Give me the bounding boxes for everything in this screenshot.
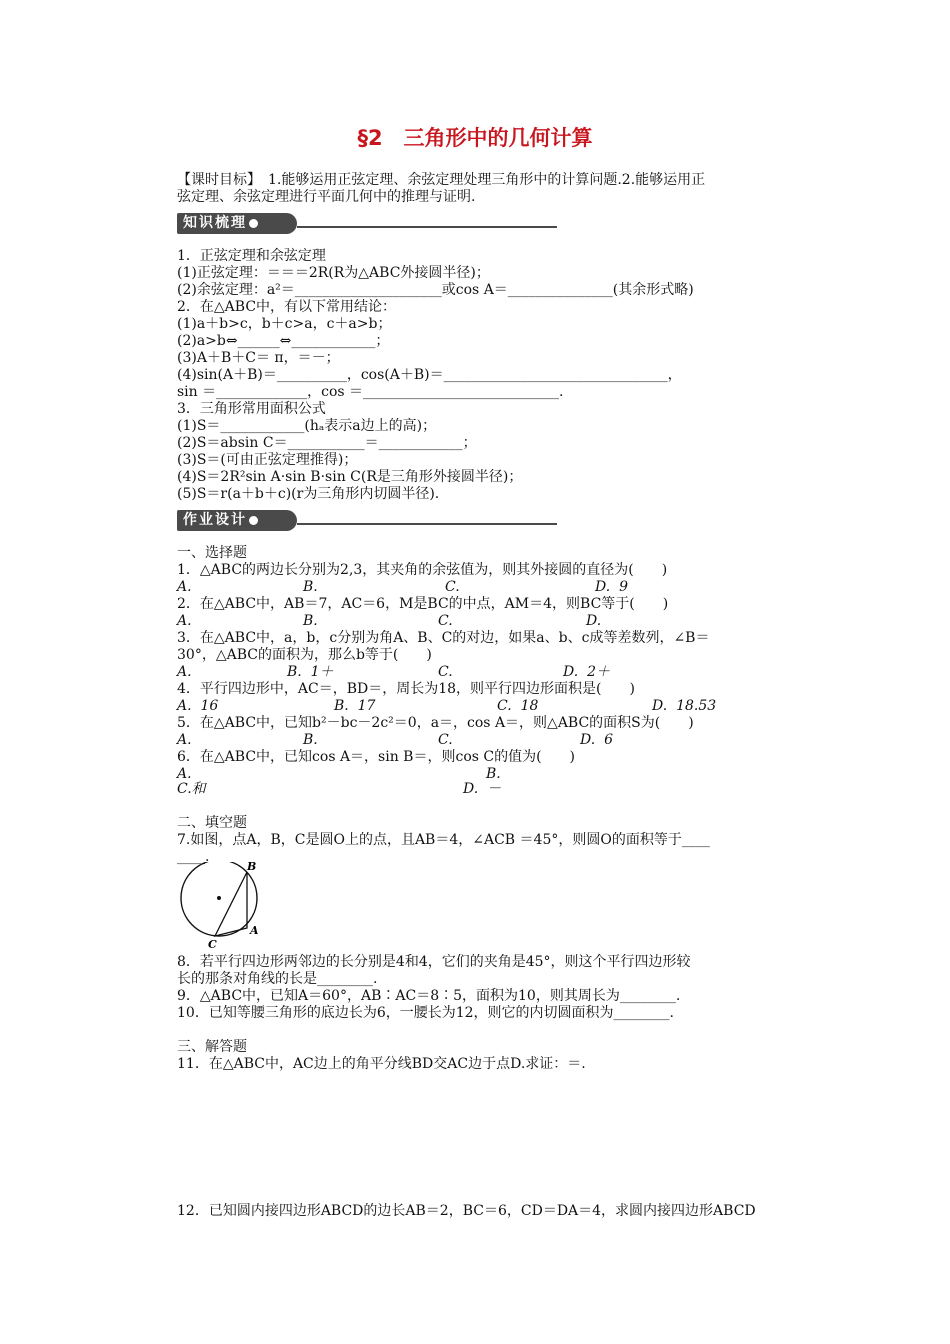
option: D. 6 [580, 732, 613, 748]
option: C. [438, 732, 453, 748]
question-3: 3．在△ABC中，a，b，c分别为角A、B、C的对边，如果a、b、c成等差数列，∠B＝ [177, 630, 710, 646]
option: D. [586, 613, 602, 629]
option: A. 16 [177, 698, 219, 714]
option: B. 17 [334, 698, 376, 714]
option: B. [303, 579, 318, 595]
question-8-cont: 长的那条对角线的长是________. [177, 971, 378, 987]
option: C. [445, 579, 460, 595]
option: D. 2＋ [563, 664, 610, 680]
option: B. [303, 613, 318, 629]
page-title: §2 三角形中的几何计算 [357, 126, 593, 150]
question-4: 4．平行四边形中，AC＝，BD＝，周长为18，则平行四边形面积是( ) [177, 681, 635, 697]
option: C. 18 [497, 698, 539, 714]
bullet-dot-icon [249, 219, 258, 228]
option: A. [177, 766, 192, 782]
option: D. 9 [595, 579, 628, 595]
knowledge-line: (1)a＋b>c，b＋c>a，c＋a>b； [177, 316, 392, 332]
question-7: 7.如图，点A，B，C是圆O上的点，且AB＝4，∠ACB ＝45°，则圆O的面积等于____ [177, 832, 710, 848]
knowledge-line: sin ＝_____________，cos ＝____________________________. [177, 384, 564, 400]
question-3-cont: 30°，△ABC的面积为，那么b等于( ) [177, 647, 432, 663]
knowledge-line: (5)S＝r(a＋b＋c)(r为三角形内切圆半径). [177, 486, 440, 502]
knowledge-line: 1．正弦定理和余弦定理 [177, 248, 326, 264]
section-heading-answer: 三、解答题 [177, 1039, 247, 1055]
bullet-dot-icon [249, 516, 258, 525]
option: A. [177, 664, 192, 680]
banner-rule [297, 226, 557, 228]
section-banner-knowledge [177, 213, 297, 234]
question-8: 8．若平行四边形两邻边的长分别是4和4，它们的夹角是45°，则这个平行四边形较 [177, 954, 691, 970]
option: B. 1＋ [287, 664, 334, 680]
lesson-goal-line-1: 【课时目标】 1.能够运用正弦定理、余弦定理处理三角形中的计算问题.2.能够运用正 [177, 172, 706, 188]
option: B. [486, 766, 501, 782]
knowledge-line: (2)余弦定理：a²＝_____________________或cos A＝_______________(其余形式略) [177, 282, 694, 298]
section-heading-choice: 一、选择题 [177, 545, 247, 561]
knowledge-line: (2)S＝absin C＝___________＝____________； [177, 435, 477, 451]
option: B. [303, 732, 318, 748]
knowledge-line: (2)a>b⇔______⇔____________； [177, 333, 390, 349]
question-7-cont: ____. [177, 849, 210, 865]
circle-diagram [177, 862, 267, 952]
option: A. [177, 579, 192, 595]
option: A. [177, 732, 192, 748]
banner-label: 知识梳理 [183, 215, 247, 231]
knowledge-line: 2．在△ABC中，有以下常用结论： [177, 299, 397, 315]
question-1: 1．△ABC的两边长分别为2,3，其夹角的余弦值为，则其外接圆的直径为( ) [177, 562, 668, 578]
question-5: 5．在△ABC中，已知b²－bc－2c²＝0，a＝，cos A＝，则△ABC的面积S为( ) [177, 715, 694, 731]
center-point [217, 896, 221, 900]
banner-label: 作业设计 [183, 512, 247, 528]
option: D. 18.53 [652, 698, 717, 714]
label-a: A [250, 924, 259, 937]
label-b: B [247, 862, 257, 873]
option: C. [438, 664, 453, 680]
option: D. － [463, 781, 502, 797]
banner-rule [297, 523, 557, 525]
question-11: 11．在△ABC中，AC边上的角平分线BD交AC边于点D.求证：＝. [177, 1056, 586, 1072]
triangle-abc [215, 872, 247, 936]
question-12: 12．已知圆内接四边形ABCD的边长AB＝2，BC＝6，CD＝DA＝4，求圆内接四边形ABCD [177, 1203, 756, 1219]
knowledge-line: (1)S＝____________(hₐ表示a边上的高)； [177, 418, 437, 434]
knowledge-line: 3．三角形常用面积公式 [177, 401, 326, 417]
knowledge-line: (4)S＝2R²sin A·sin B·sin C(R是三角形外接圆半径)； [177, 469, 523, 485]
knowledge-line: (4)sin(A＋B)＝__________，cos(A＋B)＝________________________________， [177, 367, 682, 383]
question-9: 9．△ABC中，已知A＝60°，AB∶AC＝8∶5，面积为10，则其周长为________. [177, 988, 681, 1004]
lesson-goal-line-2: 弦定理、余弦定理进行平面几何中的推理与证明. [177, 189, 476, 205]
option: C. [438, 613, 453, 629]
label-c: C [208, 938, 217, 951]
knowledge-line: (3)S＝(可由正弦定理推得)； [177, 452, 358, 468]
question-2: 2．在△ABC中，AB＝7，AC＝6，M是BC的中点，AM＝4，则BC等于( ) [177, 596, 669, 612]
question-10: 10．已知等腰三角形的底边长为6，一腰长为12，则它的内切圆面积为________. [177, 1005, 674, 1021]
knowledge-line: (3)A＋B＋C＝ π，＝－； [177, 350, 340, 366]
option: A. [177, 613, 192, 629]
section-banner-homework [177, 510, 297, 531]
option: C.和 [177, 781, 206, 797]
section-heading-fill: 二、填空题 [177, 815, 247, 831]
knowledge-line: (1)正弦定理：＝＝＝2R(R为△ABC外接圆半径)； [177, 265, 490, 281]
question-6: 6．在△ABC中，已知cos A＝，sin B＝，则cos C的值为( ) [177, 749, 576, 765]
